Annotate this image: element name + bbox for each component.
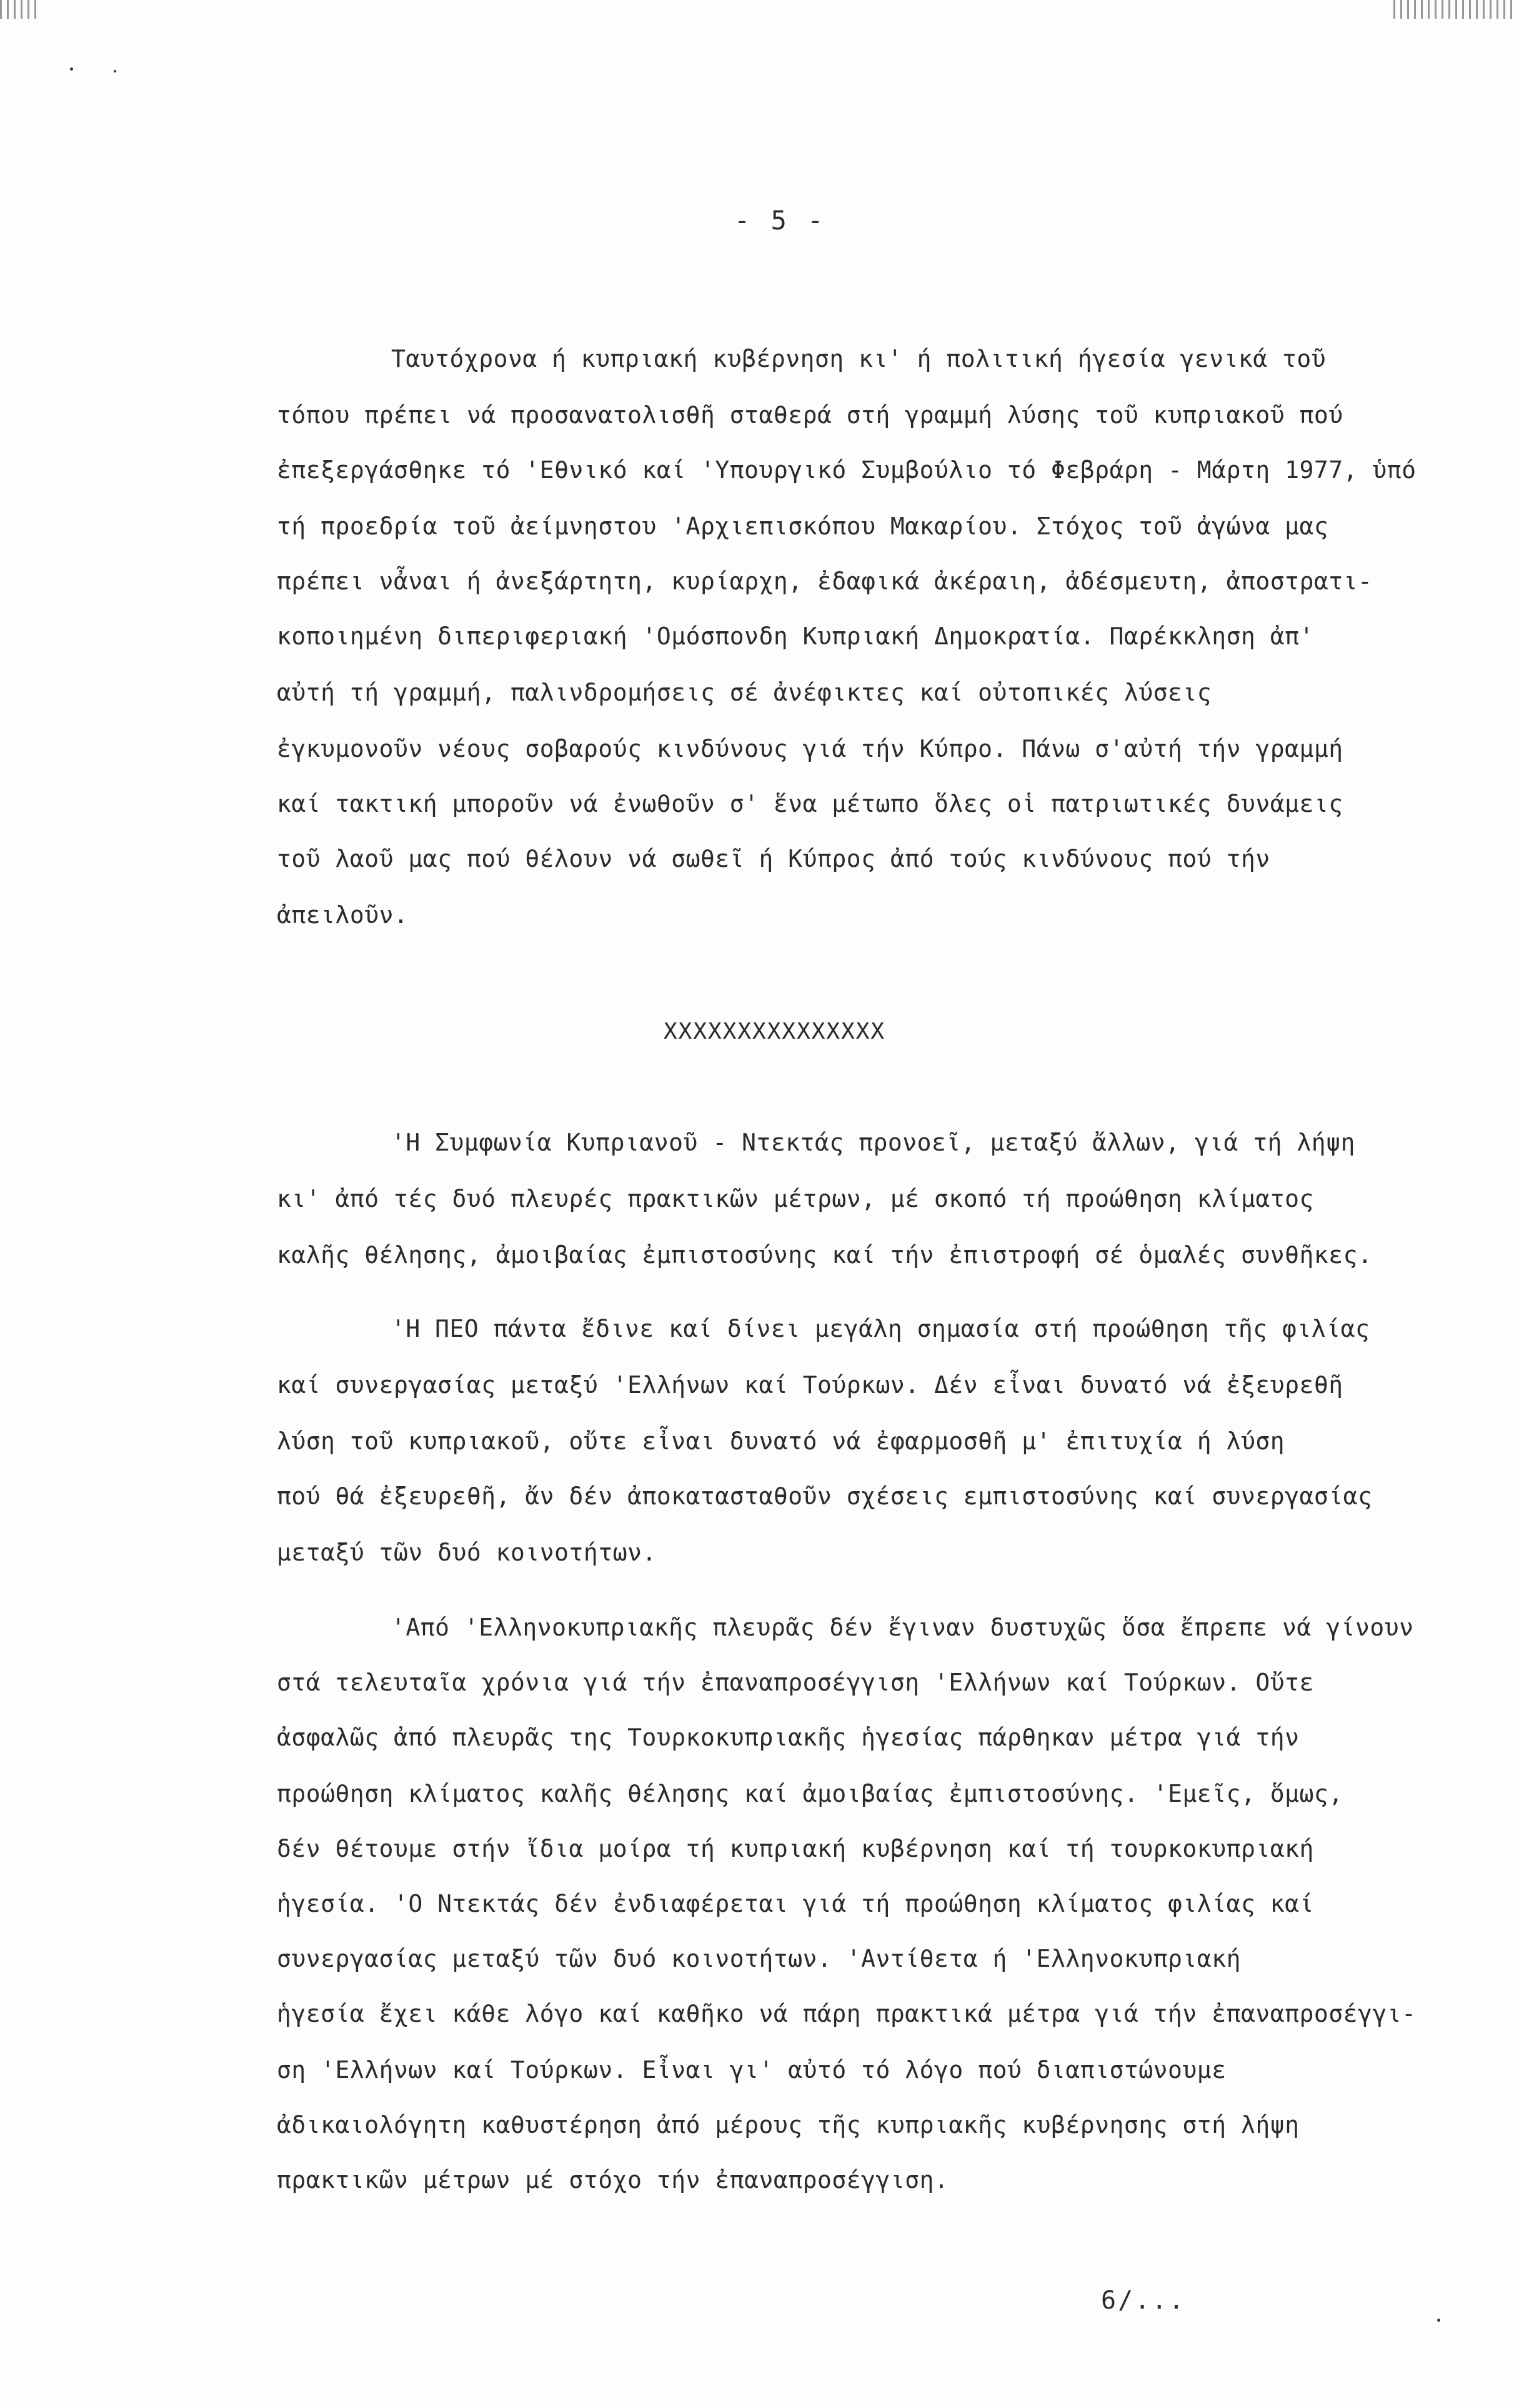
scan-speck (114, 70, 116, 72)
paragraph-1-line-6: κοποιημένη διπεριφεριακή 'Ομόσπονδη Κυπριακή Δημοκρατία. Παρέκκληση ἀπ' (277, 622, 1314, 650)
paragraph-3-line-2: καί συνεργασίας μεταξύ 'Ελλήνων καί Τούρκων. Δέν εἶναι δυνατό νά ἐξευρεθῆ (277, 1371, 1343, 1399)
paragraph-1-line-2: τόπου πρέπει νά προσανατολισθῆ σταθερά στή γραμμή λύσης τοῦ κυπριακοῦ πού (277, 401, 1343, 429)
paragraph-1-line-5: πρέπει νἆναι ή ἀνεξάρτητη, κυρίαρχη, ἐδαφικά ἀκέραιη, ἀδέσμευτη, ἀποστρατι- (277, 567, 1373, 595)
paragraph-3-line-1: 'Η ΠΕΟ πάντα ἔδινε καί δίνει μεγάλη σημασία στή προώθηση τῆς φιλίας (391, 1315, 1370, 1342)
scan-speck (70, 67, 73, 71)
paragraph-1-line-9: καί τακτική μποροῦν νά ἐνωθοῦν σ' ἕνα μέτωπο ὅλες οἱ πατριωτικές δυνάμεις (277, 790, 1343, 817)
page-number: - 5 - (734, 205, 826, 236)
page-continuation-marker: 6/... (1101, 2286, 1186, 2315)
scan-noise-top-right (1393, 0, 1514, 19)
section-separator: XXXXXXXXXXXXXXX (664, 1019, 886, 1044)
paragraph-1-line-1: Ταυτόχρονα ή κυπριακή κυβέρνηση κι' ή πολιτική ήγεσία γενικά τοῦ (391, 345, 1327, 372)
scan-noise-top-left (0, 0, 37, 19)
paragraph-1-line-4: τή προεδρία τοῦ ἀείμνηστου 'Αρχιεπισκόπου Μακαρίου. Στόχος τοῦ ἀγώνα μας (277, 512, 1329, 540)
paragraph-3-line-3: λύση τοῦ κυπριακοῦ, οὔτε εἶναι δυνατό νά ἐφαρμοσθῆ μ' ἐπιτυχία ή λύση (277, 1427, 1285, 1455)
paragraph-4-line-4: προώθηση κλίματος καλῆς θέλησης καί ἀμοιβαίας ἐμπιστοσύνης. 'Εμεῖς, ὅμως, (277, 1780, 1343, 1807)
paragraph-2-line-2: κι' ἀπό τές δυό πλευρές πρακτικῶν μέτρων, μέ σκοπό τή προώθηση κλίματος (277, 1185, 1314, 1212)
paragraph-2-line-3: καλῆς θέλησης, ἀμοιβαίας ἐμπιστοσύνης καί τήν ἐπιστροφή σέ ὁμαλές συνθῆκες. (277, 1241, 1373, 1269)
paragraph-1-line-3: ἐπεξεργάσθηκε τό 'Εθνικό καί 'Υπουργικό Συμβούλιο τό Φεβράρη - Μάρτη 1977, ὑπό (277, 456, 1417, 484)
paragraph-1-line-8: ἐγκυμονοῦν νέους σοβαρούς κινδύνους γιά τήν Κύπρο. Πάνω σ'αὐτή τήν γραμμή (277, 735, 1343, 762)
paragraph-4-line-11: πρακτικῶν μέτρων μέ στόχο τήν ἐπαναπροσέγγιση. (277, 2166, 949, 2194)
paragraph-4-line-10: ἀδικαιολόγητη καθυστέρηση ἀπό μέρους τῆς κυπριακῆς κυβέρνησης στή λήψη (277, 2111, 1300, 2139)
paragraph-4-line-5: δέν θέτουμε στήν ἴδια μοίρα τή κυπριακή κυβέρνηση καί τή τουρκοκυπριακή (277, 1835, 1314, 1862)
paragraph-1-line-11: ἀπειλοῦν. (277, 901, 409, 929)
paragraph-4-line-9: ση 'Ελλήνων καί Τούρκων. Εἶναι γι' αὐτό τό λόγο πού διαπιστώνουμε (277, 2056, 1227, 2084)
paragraph-4-line-2: στά τελευταῖα χρόνια γιά τήν ἐπαναπροσέγγιση 'Ελλήνων καί Τούρκων. Οὔτε (277, 1669, 1314, 1696)
paragraph-4-line-3: ἀσφαλῶς ἀπό πλευρᾶς της Τουρκοκυπριακῆς ἡγεσίας πάρθηκαν μέτρα γιά τήν (277, 1724, 1300, 1751)
paragraph-4-line-6: ἡγεσία. 'Ο Ντεκτάς δέν ἐνδιαφέρεται γιά τή προώθηση κλίματος φιλίας καί (277, 1890, 1314, 1917)
scan-speck (1437, 2319, 1440, 2322)
paragraph-4-line-1: 'Από 'Ελληνοκυπριακῆς πλευρᾶς δέν ἔγιναν δυστυχῶς ὅσα ἔπρεπε νά γίνουν (391, 1614, 1414, 1641)
paragraph-4-line-7: συνεργασίας μεταξύ τῶν δυό κοινοτήτων. 'Αντίθετα ή 'Ελληνοκυπριακή (277, 1945, 1241, 1972)
paragraph-1-line-10: τοῦ λαοῦ μας πού θέλουν νά σωθεῖ ή Κύπρος ἀπό τούς κινδύνους πού τήν (277, 845, 1270, 872)
paragraph-3-line-5: μεταξύ τῶν δυό κοινοτήτων. (277, 1539, 657, 1566)
paragraph-4-line-8: ἡγεσία ἔχει κάθε λόγο καί καθῆκο νά πάρη πρακτικά μέτρα γιά τήν ἐπαναπροσέγγι- (277, 2000, 1417, 2027)
paragraph-2-line-1: 'Η Συμφωνία Κυπριανοῦ - Ντεκτάς προνοεῖ, μεταξύ ἄλλων, γιά τή λήψη (391, 1129, 1355, 1156)
paragraph-3-line-4: πού θά ἐξευρεθῆ, ἄν δέν ἀποκατασταθοῦν σχέσεις εμπιστοσύνης καί συνεργασίας (277, 1482, 1373, 1510)
paragraph-1-line-7: αὐτή τή γραμμή, παλινδρομήσεις σέ ἀνέφικτες καί οὐτοπικές λύσεις (277, 679, 1212, 706)
